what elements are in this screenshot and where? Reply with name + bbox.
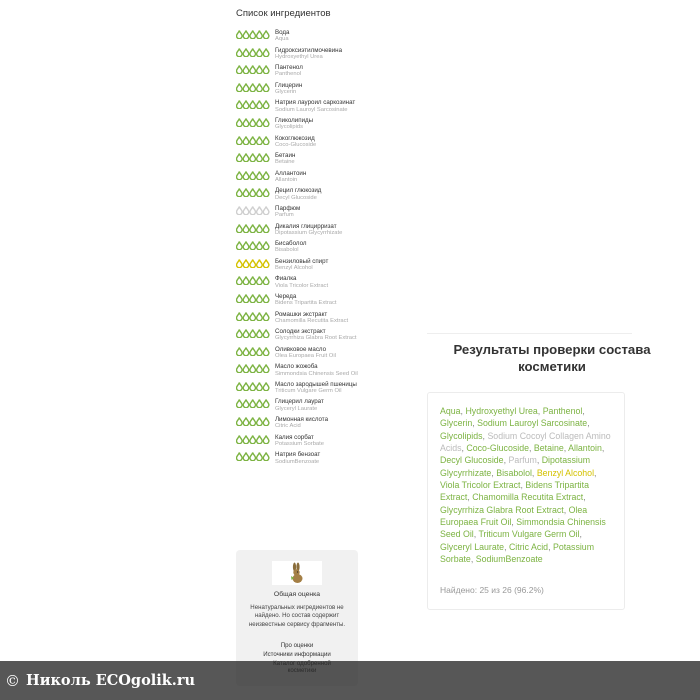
ingredient-name-en: Sodium Lauroyl Sarcosinate [275,106,348,113]
about-ratings-link[interactable]: Про оценки [280,642,314,649]
ingredient-name-en: Hydroxyethyl Urea [275,53,323,60]
ingredient-name-ru: Масло зародышей пшеницы [275,380,357,388]
result-ingredient: Decyl Glucoside [440,455,504,466]
separator: , [583,492,586,503]
rating-drops-icon [236,223,275,235]
rating-drops-icon [236,346,275,358]
result-ingredient: Chamomilla Recutita Extract [472,492,584,503]
ingredient-names [275,187,360,202]
result-ingredient: Sodium Cocoyl Collagen Amino Acids [440,430,611,454]
separator: , [511,517,517,528]
ingredient-row[interactable] [236,152,360,167]
result-ingredient: Glycerin [440,418,473,429]
ingredient-names [275,311,360,326]
ingredient-name-ru: Дикалия глицирризат [275,222,337,230]
ingredient-name-en: Bisabolol [275,247,299,254]
ingredient-name-ru: Глицерин [275,81,303,89]
information-sources-link[interactable]: Источники информации [263,651,331,658]
ingredient-row[interactable] [236,258,360,273]
ingredient-row[interactable] [236,99,360,114]
ingredient-names [275,293,360,308]
rating-drops-icon [236,328,275,340]
ingredients-list [236,29,360,466]
ingredient-names [275,29,360,44]
result-ingredient: Viola Tricolor Extract [440,480,521,491]
separator: , [482,430,488,441]
ingredients-list-title: Список ингредиентов [236,8,331,19]
ingredient-row[interactable] [236,416,360,431]
ingredient-names [275,82,360,97]
separator: , [563,504,569,515]
rating-drops-icon [236,170,275,182]
ingredient-name-ru: Калия сорбат [275,433,314,441]
ingredient-name-ru: Вода [275,29,290,36]
ingredient-name-ru: Децил глюкозид [275,187,322,195]
ingredient-name-ru: Гидроксиэтилмочевина [275,46,343,54]
result-ingredient: Betaine [533,443,564,454]
separator: , [601,443,605,454]
result-ingredient: Glyceryl Laurate [440,541,505,552]
results-title: Результаты проверки состава косметики [453,342,651,374]
ingredient-names [275,451,360,466]
ingredient-name-en: Potassium Sorbate [275,440,324,447]
ingredient-names [275,328,360,343]
ingredient-name-ru: Бензиловый спирт [275,257,329,265]
rating-drops-icon [236,47,275,59]
ingredient-name-en: SodiumBenzoate [275,458,320,465]
separator: , [504,541,509,552]
result-ingredient: Glycolipids [440,430,483,441]
overall-rating-text: Ненатуральных ингредиентов не найдено. Но состав содержит неизвестные сервису фрагменты. [248,604,346,628]
rating-drops-icon [236,152,275,164]
ingredient-name-ru: Гликолипиды [275,116,314,124]
ingredient-row[interactable] [236,293,360,308]
ingredient-name-en: Glycyrrhiza Glabra Root Extract [275,335,357,342]
watermark-bar [0,661,700,700]
separator: , [460,406,466,416]
ingredient-row[interactable] [236,47,360,62]
ingredient-names [275,47,360,62]
results-divider [427,333,632,334]
ingredient-name-en: Decyl Glucoside [275,194,317,201]
result-ingredient: Panthenol [542,406,583,416]
ingredient-name-ru: Фиалка [275,275,297,283]
ingredient-name-ru: Ромашки экстракт [275,310,328,318]
separator: , [537,406,543,416]
ingredient-name-en: Parfum [275,212,294,219]
ingredient-row[interactable] [236,187,360,202]
separator: , [594,467,597,478]
ingredient-names [275,170,360,185]
rating-drops-icon [236,311,275,323]
ingredient-names [275,416,360,431]
ingredient-row[interactable] [236,223,360,238]
ingredient-row[interactable] [236,29,360,44]
result-ingredient: Dipotassium Glycyrrhizate [440,455,591,478]
ingredient-row[interactable] [236,398,360,413]
separator: , [548,541,553,552]
ingredient-row[interactable] [236,311,360,326]
result-ingredient: Simmondsia Chinensis Seed Oil [440,517,606,540]
rating-drops-icon [236,99,275,111]
result-ingredient: Citric Acid [508,541,549,552]
ingredient-names [275,64,360,79]
separator: , [582,406,585,416]
separator: , [467,492,473,503]
separator: , [579,529,582,540]
result-ingredient: Triticum Vulgare Germ Oil [478,529,580,540]
ingredient-names [275,346,360,361]
ingredient-row[interactable] [236,434,360,449]
ingredient-name-en: Betaine [275,159,295,166]
rating-drops-icon [236,117,275,129]
found-count: Найдено: 25 из 26 (96.2%) [440,585,544,595]
ingredient-names [275,258,360,273]
result-ingredient: Aqua [440,406,461,416]
separator: , [520,480,526,491]
results-box [427,392,625,610]
ingredient-name-ru: Лимонная кислота [275,416,329,424]
ingredient-names [275,223,360,238]
ingredient-names [275,240,360,255]
result-ingredient: SodiumBenzoate [475,554,543,565]
rating-drops-icon [236,29,275,41]
separator: , [470,554,476,565]
ingredient-row[interactable] [236,240,360,255]
rating-drops-icon [236,64,275,76]
ingredient-row[interactable] [236,170,360,185]
ingredient-row[interactable] [236,135,360,150]
rating-drops-icon [236,82,275,94]
ingredient-name-ru: Кокоглюкозид [275,134,315,142]
ingredient-name-en: Coco-Glucoside [275,141,317,148]
ingredient-names [275,135,360,150]
watermark-text: Николь ECOgolik.ru [26,672,196,689]
rating-drops-icon [236,258,275,270]
separator: , [563,443,569,454]
rating-drops-icon [236,187,275,199]
result-ingredient: Hydroxyethyl Urea [465,406,538,416]
ingredient-name-en: Triticum Vulgare Germ Oil [275,388,342,395]
ingredient-name-en: Glycolipids [275,124,304,131]
separator: , [472,418,478,429]
ingredient-name-en: Bidens Tripartita Extract [275,300,337,307]
result-ingredient: Parfum [508,455,537,466]
rating-drops-icon [236,205,275,217]
ingredient-name-ru: Череда [275,292,297,300]
rating-drops-icon [236,240,275,252]
results-ingredient-text [440,405,616,565]
ingredient-row[interactable] [236,205,360,220]
ingredient-name-en: Glyceryl Laurate [275,405,318,412]
rating-drops-icon [236,381,275,393]
rabbit-logo-icon [272,561,322,585]
ingredient-names [275,363,360,378]
ingredient-row[interactable] [236,275,360,290]
ingredient-name-en: Dipotassium Glycyrrhizate [275,229,343,236]
result-ingredient: Coco-Glucoside [466,443,529,454]
ingredient-row[interactable] [236,64,360,79]
rating-drops-icon [236,416,275,428]
ingredient-row[interactable] [236,82,360,97]
rating-drops-icon [236,275,275,287]
ingredient-name-en: Simmondsia Chinensis Seed Oil [275,370,358,377]
result-ingredient: Sodium Lauroyl Sarcosinate [477,418,588,429]
result-ingredient: Olea Europaea Fruit Oil [440,504,588,528]
ingredients-panel [236,8,360,469]
separator: , [536,455,542,466]
ingredient-name-ru: Натрия бензоат [275,451,321,459]
ingredient-row[interactable] [236,381,360,396]
result-ingredient: Bidens Tripartita Extract [440,480,589,503]
ingredient-names [275,99,360,114]
ingredient-name-en: Panthenol [275,71,302,78]
rating-drops-icon [236,363,275,375]
separator: , [587,418,590,429]
ingredient-name-en: Olea Europaea Fruit Oil [275,352,336,359]
ingredient-names [275,152,360,167]
rating-drops-icon [236,451,275,463]
ingredient-name-en: Chamomilla Recutita Extract [275,317,349,324]
rating-drops-icon [236,398,275,410]
ingredient-names [275,275,360,290]
ingredient-row[interactable] [236,346,360,361]
rating-drops-icon [236,293,275,305]
separator: , [491,467,497,478]
separator: , [529,443,534,454]
ingredient-name-ru: Оливковое масло [275,345,327,353]
ingredient-row[interactable] [236,451,360,466]
ingredient-name-ru: Глицерил лаурат [275,398,324,406]
ingredient-name-ru: Парфюм [275,204,301,212]
ingredient-row[interactable] [236,363,360,378]
copyright-icon: © [5,671,20,690]
ingredient-names [275,434,360,449]
ingredient-name-ru: Солодки экстракт [275,328,326,336]
ingredient-name-ru: Пантенол [275,64,303,72]
separator: , [473,529,479,540]
ingredient-name-ru: Бетаин [275,152,296,160]
separator: , [461,443,467,454]
ingredient-name-ru: Масло жожоба [275,363,318,371]
ingredient-name-en: Viola Tricolor Extract [275,282,329,289]
ingredient-name-en: Citric Acid [275,423,301,430]
ingredient-name-ru: Аллантоин [275,169,307,177]
ingredient-row[interactable] [236,117,360,132]
ingredient-names [275,398,360,413]
result-ingredient: Glycyrrhiza Glabra Root Extract [440,504,564,515]
ingredient-names [275,381,360,396]
rating-drops-icon [236,434,275,446]
separator: , [503,455,509,466]
ingredient-names [275,205,360,220]
ingredient-name-en: Benzyl Alcohol [275,265,313,272]
overall-rating-title: Общая оценка [273,591,321,598]
ingredient-name-ru: Натрия лауроил саркозинат [275,99,356,107]
result-ingredient: Bisabolol [496,467,532,478]
rating-drops-icon [236,135,275,147]
ingredient-name-en: Aqua [275,36,289,43]
result-ingredient: Allantoin [568,443,602,454]
ingredient-row[interactable] [236,328,360,343]
ingredient-name-en: Allantoin [275,177,298,184]
ingredient-name-ru: Бисаболол [275,240,307,248]
ingredient-name-en: Glycerin [275,89,297,96]
ingredient-names [275,117,360,132]
result-ingredient: Potassium Sorbate [440,541,595,565]
separator: , [531,467,537,478]
result-ingredient: Benzyl Alcohol [536,467,595,478]
